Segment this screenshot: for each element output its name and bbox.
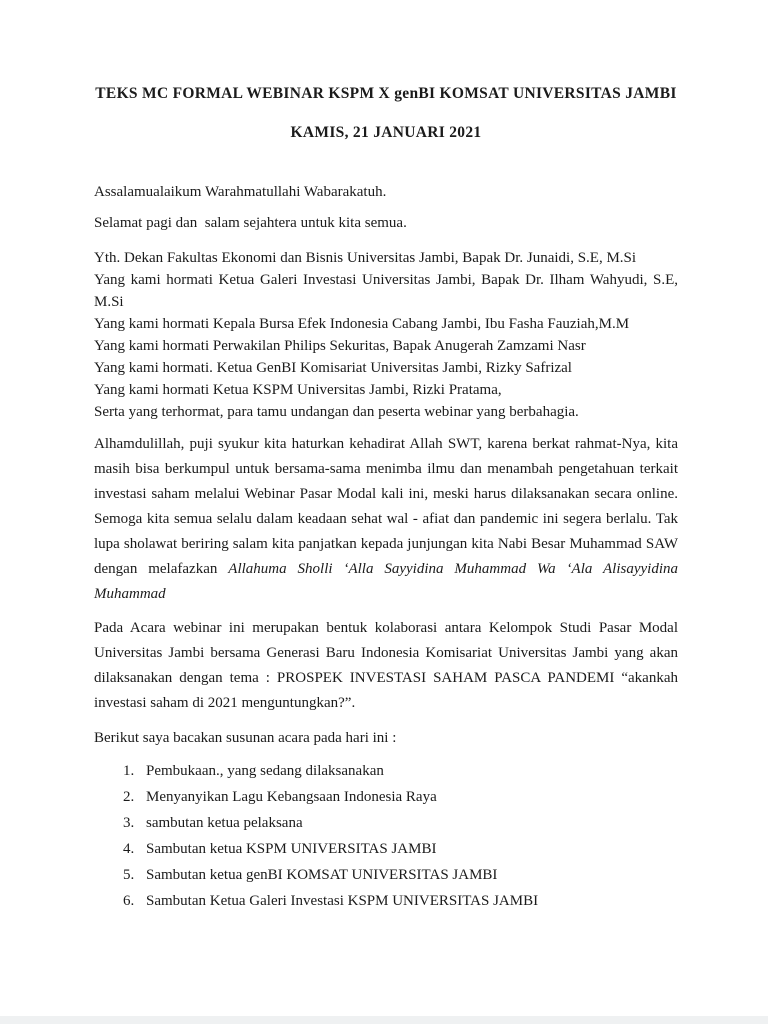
agenda-item: 3. sambutan ketua pelaksana (138, 813, 678, 834)
greeting-line-islamic: Assalamualaikum Warahmatullahi Wabarakatuh. (94, 184, 387, 200)
honorific-line: Yang kami hormati. Ketua GenBI Komisariat Universitas Jambi, Rizky Safrizal (94, 360, 572, 376)
honorific-line: Yang kami hormati Kepala Bursa Efek Indonesia Cabang Jambi, Ibu Fasha Fauziah,M.M (94, 316, 630, 332)
agenda-item: 5. Sambutan ketua genBI KOMSAT UNIVERSITAS JAMBI (138, 865, 678, 886)
agenda-item: 6. Sambutan Ketua Galeri Investasi KSPM UNIVERSITAS JAMBI (138, 891, 678, 912)
paragraph-event-theme: Pada Acara webinar ini merupakan bentuk kolaborasi antara Kelompok Studi Pasar Modal Universitas Jambi bersama Generasi Baru Indonesia Komisariat Universitas Jambi yang akan dilaksanakan dengan tema : PROSPEK INVESTASI SAHAM PASCA PANDEMI “akankah investasi saham di 2021 menguntungkan?”. (94, 620, 678, 711)
document-title: TEKS MC FORMAL WEBINAR KSPM X genBI KOMSAT UNIVERSITAS JAMBI (95, 85, 677, 102)
agenda-item: 1. Pembukaan., yang sedang dilaksanakan (138, 761, 678, 782)
honorific-line: Serta yang terhormat, para tamu undangan dan peserta webinar yang berbahagia. (94, 404, 579, 420)
page-bottom-divider (0, 1016, 768, 1024)
document-date: KAMIS, 21 JANUARI 2021 (290, 124, 482, 141)
agenda-item: 4. Sambutan ketua KSPM UNIVERSITAS JAMBI (138, 839, 678, 860)
honorific-line: Yth. Dekan Fakultas Ekonomi dan Bisnis Universitas Jambi, Bapak Dr. Junaidi, S.E, M.Si (94, 250, 637, 266)
paragraph-sholawat-italic: Allahuma Sholli ‘Alla Sayyidina Muhammad Wa ‘Ala Alisayyidina Muhammad (94, 561, 679, 602)
paragraph-opening-prayer (94, 432, 678, 607)
agenda-list (94, 761, 678, 912)
honorific-line: Yang kami hormati Perwakilan Philips Sekuritas, Bapak Anugerah Zamzami Nasr (94, 338, 586, 354)
agenda-intro: Berikut saya bacakan susunan acara pada hari ini : (94, 730, 397, 746)
agenda-item: 2. Menyanyikan Lagu Kebangsaan Indonesia Raya (138, 787, 678, 808)
honorific-line: Yang kami hormati Ketua Galeri Investasi Universitas Jambi, Bapak Dr. Ilham Wahyudi, S.E, M.Si (94, 272, 678, 310)
honorifics-block (94, 247, 678, 423)
paragraph-opening-text: Alhamdulillah, puji syukur kita haturkan kehadirat Allah SWT, karena berkat rahmat-Nya, kita masih bisa berkumpul untuk bersama-sama menimba ilmu dan menambah pengetahuan terkait investasi saham melalui Webinar Pasar Modal kali ini, meski harus dilaksanakan secara online. Semoga kita semua selalu dalam keadaan sehat wal - afiat dan pandemic ini segera berlalu. Tak lupa sholawat beriring salam kita panjatkan kepada junjungan kita Nabi Besar Muhammad SAW dengan melafazkan (94, 436, 678, 577)
honorific-line: Yang kami hormati Ketua KSPM Universitas Jambi, Rizki Pratama, (94, 382, 502, 398)
greeting-line-general: Selamat pagi dan salam sejahtera untuk kita semua. (94, 215, 407, 231)
